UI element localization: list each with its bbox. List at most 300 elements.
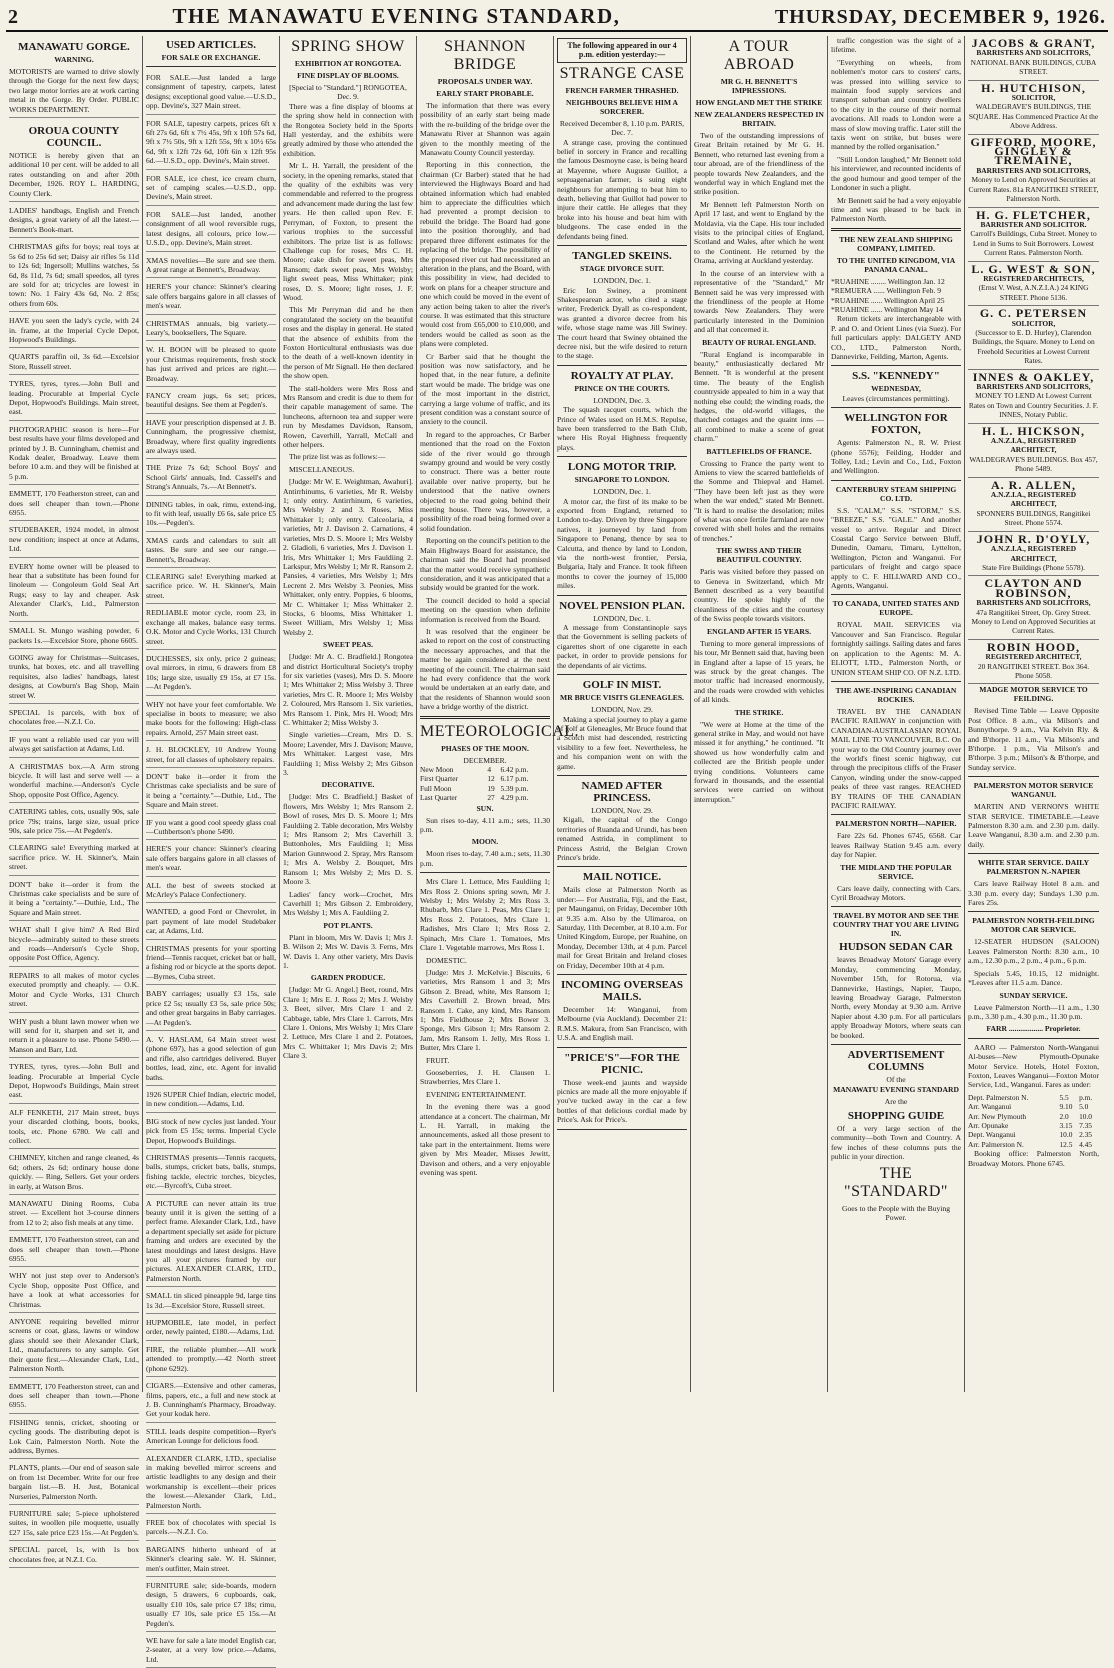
sun-times: Sun rises to-day, 4.11 a.m.; sets, 11.30 p.m. xyxy=(420,815,550,835)
sun-heading: SUN. xyxy=(476,803,494,813)
article-paragraph: DOMESTIC. xyxy=(426,955,467,965)
firm-name: GIFFORD, MOORE, GINGLEY & TREMAINE, xyxy=(970,134,1097,168)
article-paragraph: Gooseberries, J. H. Clausen 1. Strawberries, Mrs Clare 1. xyxy=(420,1067,550,1087)
classified-ad xyxy=(9,423,139,485)
edition-note: The following appeared in our 4 p.m. edition yesterday:— xyxy=(557,38,687,63)
feilding-heading: PALMERSTON NORTH-FEILDING MOTOR CAR SERVICE. xyxy=(972,916,1095,935)
booking-text: Booking office: Palmerston North, Broadway Motors. Phone 6745. xyxy=(968,1149,1099,1168)
firm-name: JOHN R. D'OYLY, xyxy=(976,531,1091,546)
timetable-time-b: 7.35 xyxy=(1079,1120,1092,1130)
classified-ad xyxy=(9,878,139,922)
classified-ad xyxy=(9,923,139,967)
classified-ad: REDLIABLE motor cycle, room 23, in exchange all makes, balance easy terms. O.K. Motor and Cycle Works, 131 Church street. xyxy=(146,606,276,650)
article-paragraph: There was a fine display of blooms at the spring show held in connection with the Rongotea Society held in the Sports Hall yesterday, and the exhibits were greatly admired by those who attended the exhibition. xyxy=(283,101,413,158)
ad-text: PLANTS, plants.—Our end of season sale on from 1st December. Write for our free bargain list.—B. H. Just, Botanical Nurseries, Palmerston North. xyxy=(9,1463,139,1501)
classified-ad: HUPMOBILE, late model, in perfect order, newly painted, £180.—Adams, Ltd. xyxy=(146,1316,276,1341)
ad-text: EVERY home owner will be pleased to hear that a substitute has been found for linoleum — Congoleum Gold Seal Art Rugs; easy to lay and cheaper. Ask Alexander Clark's, Ltd., Palmerston North. xyxy=(9,561,139,618)
article-paragraph: Reporting in this connection, the chairman (Cr Barber) stated that he had interviewed the Highways Board and had obtained information which had enabled him to appreciate the difficulties which had prevented a prompt decision to rebuild the bridge. The Board had gone into the position thoroughly, and had prepared three different estimates for the replacing of the bridge. The possibility of the proposed river cut had necessitated an alteration in the plans, and the Board, with this possibility in view, had decided to work on plans for a cheaper structure and one which could be moved in the event of any action being taken to alter the river's course. It was estimated that this structure would cost from £65,000 to £10,000, and tenders would be called as soon as the plans were completed. xyxy=(420,160,550,349)
classified-ad xyxy=(9,36,139,118)
firm-name: H. G. FLETCHER, xyxy=(976,207,1091,222)
timetable-row xyxy=(968,1093,1099,1102)
classified-ad: BABY carriages; usually £3 15s, sale price £2 5s; usually £3 5s, sale price 50s; and other great bargains in Baby carriages.—At Pegden's. xyxy=(146,987,276,1031)
classified-ad: A PICTURE can never attain its true beauty until it is given the setting of a perfect frame. Alexander Clark, Ltd., have a department specially set aside for picture framing and orders are executed by the latest mouldings and latest designs. Have you all your pictures framed by our pictures. ALEXANDER CLARK, LTD., Palmerston North. xyxy=(146,1197,276,1288)
firm-address: Money to Lend on Approved Securities at Current Rates. 81a RANGITIKEI STREET, Palmerston North. xyxy=(968,175,1099,204)
ad-text: EMMETT, 170 Featherston street, can and does sell cheaper than town.—Phone 6955. xyxy=(9,1381,139,1410)
timetable-row xyxy=(968,1102,1099,1111)
classified-ad xyxy=(9,760,139,804)
article-paragraph: "Everything on wheels, from noblemen's motor cars to costers' carts, was pressed into willing service to maintain food supply services and transport suburban and country dwellers to the city in the course of their normal avocations. All roads to London were a mass of slow moving traffic. Later still the taxis went on strike, but buses were manned by the rolled organisation." xyxy=(831,57,961,152)
classified-ad xyxy=(9,1380,139,1414)
classified-ad xyxy=(9,1543,139,1568)
classified-ad xyxy=(9,1060,139,1104)
ad-text: HAVE you seen the lady's cycle, with 24 in. frame, at the Imperial Cycle Depot, Hopwood's Buildings. xyxy=(9,316,139,344)
classified-ad: BARGAINS hitherto unheard of at Skinner's clearing sale. W. H. Skinner, men's outfitter, Main street. xyxy=(146,1543,276,1577)
firm-address: 20 RANGITIKEI STREET. Box 364. Phone 5058. xyxy=(977,661,1090,680)
classified-ad xyxy=(9,1106,139,1150)
classified-ad: DUCHESSES, six only, price 2 guineas; oval mirrors, in rimu, 6 drawers from £8 10s; large size, usually £9 15s, at £7 15s.—At Pegden's. xyxy=(146,652,276,696)
ad-text: NOTICE is hereby given that an additional 10 per cent. will be added to all rates outstanding on and after 20th December, 1926. ROY L. HARDING, County Clerk. xyxy=(9,151,139,198)
ad-text: FISHING tennis, cricket, shooting or cycling goods. The distributing depot is Lok Cain, Palmerston North. Note the address, Byrnes. xyxy=(9,1417,139,1455)
classified-ad: THE Prize 7s 6d; School Boys' and School Girls' annuals, Ind. Cassell's and Strang's Annuals, 7s.—At Bennett's. xyxy=(146,461,276,495)
story-body: Mails close at Palmerston North as under:— For Australia, Fiji, and the East, per Maunganui, on Friday, December 10th at 9.35 a.m. Also by the Ulimaroa, on Saturday, 11th December, at 8.10 a.m. For United Kingdom, Europe, per Ruahine, on Monday, December 13th, at 4 p.m. Parcel mail for Great Britain and Ireland closes on Friday, December 10th at 4 p.m. xyxy=(557,885,687,970)
firm-address: MONEY TO LEND At Lowest Current Rates on Town and Country Securities. J. F. INNES, Notary Public. xyxy=(968,391,1099,420)
classified-ad: XMAS cards and calendars to suit all tastes. Be sure and see our range.—Bennett's, Broadway. xyxy=(146,534,276,568)
ad-text: PHOTOGRAPHIC season is here—For best results have your films developed and printed by J. B. Cunningham, chemist and Kodak dealer, Broadway. Leave them before 10 a.m. and they will be finished at 5 p.m. xyxy=(9,424,139,481)
goes-to-people: Goes to the People with the Buying Power. xyxy=(842,1203,950,1222)
classified-ad: WHY not have your feet comfortable. We specialise in boots to measure; we also make boots for the following: High-class repairs. Arnold, 257 Main street east. xyxy=(146,698,276,742)
moon-phases-heading: PHASES OF THE MOON. xyxy=(441,743,529,753)
firm-role: BARRISTERS AND SOLICITORS, xyxy=(976,165,1091,175)
classified-ad: CHRISTMAS presents for your sporting friend—Tennis racquet, cricket bat or ball, a fishing rod or bicycle at the sports depot.—Byrnes, Cuba street. xyxy=(146,942,276,986)
ad-text: WHAT shall I give him? A Red Bird bicycle—admirably suited to these streets and roads—Anderson's Cycle Shop, opposite Post Office, Agency. xyxy=(9,925,139,963)
advertisement-are: Are the xyxy=(884,1097,908,1107)
sweet-peas-heading: SWEET PEAS. xyxy=(322,640,374,650)
kennedy-heading: S.S. "KENNEDY" xyxy=(852,370,940,383)
classified-ad: 1926 SUPER Chief Indian, electric model, in new condition.—Adams, Ltd. xyxy=(146,1088,276,1113)
professional-card xyxy=(968,576,1099,639)
timetable-time-a: 5.5 xyxy=(1059,1092,1069,1102)
story-subheading: STAGE DIVORCE SUIT. xyxy=(580,264,664,274)
article-paragraph: The prize list was as follows:— xyxy=(289,452,386,462)
classified-ad xyxy=(9,377,139,421)
firm-role: BARRISTERS AND SOLICITORS, xyxy=(976,598,1091,608)
classified-ad: HERE'S your chance: Skinner's clearing sale offers bargains galore in all classes of men's wear. xyxy=(146,842,276,876)
article-paragraph: FRUIT. xyxy=(426,1055,450,1065)
firm-address: NATIONAL BANK BUILDINGS, CUBA STREET. xyxy=(970,57,1097,77)
moon-times: Moon rises to-day, 7.40 a.m.; sets, 11.30 p.m. xyxy=(420,849,550,868)
hudson-heading: HUDSON SEDAN CAR xyxy=(839,941,953,954)
article-paragraph: It was resolved that the engineer be asked to report on the cost of constructing the necessary approaches, and that the matter be again considered at the next meeting of the council. The chairman said he had every confidence that the work would be undertaken at an early date, and that the residents of Shannon would soon have a bridge worthy of the district. xyxy=(420,626,550,712)
daily-heading: WHITE STAR SERVICE. DAILY PALMERSTON N.-NAPIER xyxy=(977,858,1090,877)
ad-text: MANAWATU Dining Rooms, Cuba street. — Excellent hot 3-course dinners from 12 to 2; also fish meals at any time. xyxy=(9,1199,139,1227)
garden-produce-heading: GARDEN PRODUCE. xyxy=(310,973,386,983)
classified-ad: WE have for sale a late model English car, 2-seater, at a very low price.—Adams, Ltd. xyxy=(146,1634,276,1668)
article-paragraph: Mrs Clare 1. Lettuce, Mrs Fauldiing 1; Mrs Ross 2. Onions spring sown, Mr J. Welsby 1; Mrs Welsby 2; Mrs Ross 3. Rhubarb, Mrs Clare 1. Peas, Mrs Clare 1; Mrs Ross 2. Potatoes, Mrs Clare 1. Radishes, Mrs Clare 1; Mrs Ross 2. Spinach, Mrs Clare 1. Tomatoes, Mrs Clare 1. Vegetable marrows, Mrs Ross 1. xyxy=(420,877,550,953)
article-paragraph: Mr Bennett left Palmerston North on April 17 last, and went to England by the Moldavia, via the Cape. His tour included visits to the principal cities of England, Scotland and Wales, after which he went to the Continent. He returned by the Orama, arriving at Auckland yesterday. xyxy=(694,199,824,266)
moon-month: DECEMBER. xyxy=(463,755,507,765)
shannon-bridge-subhead: PROPOSALS UNDER WAY. xyxy=(437,77,533,86)
tour-abroad-subhead-2: HOW ENGLAND MET THE STRIKE xyxy=(695,98,823,107)
firm-name: JACOBS & GRANT, xyxy=(971,36,1096,50)
moon-phase-table xyxy=(420,765,550,803)
moon-heading: MOON. xyxy=(471,837,499,847)
advertisement-of: Of the xyxy=(886,1075,906,1085)
hudson-text: leaves Broadway Motors' Garage every Monday, commencing Monday, November 15th, for Rotorua, via Dannevirke, Hastings, Napier, Taupo, leaving Broadway Garage, Palmerston North, every Monday at 9.30 a.m. Arrive Napier about 4.30 p.m. For all particulars apply Broadway Motors, where seats can be booked. xyxy=(831,955,961,1040)
timetable-row xyxy=(968,1112,1099,1121)
classified-ad xyxy=(9,969,139,1013)
ad-heading: OROUA COUNTY COUNCIL. xyxy=(28,125,120,150)
canterbury-text: S.S. "CALM," S.S. "STORM," S.S. "BREEZE," S.S. "GALE." And another vessel to arrive. Regular and Direct Coastal Cargo Service between Bluff, Dunedin, Oamaru, Timaru, Lyttelton, Wellington, Picton and Wanganui. For particulars of freight and cargo space apply to C. F. HILLWARD AND CO., Agents, Wanganui. xyxy=(831,505,961,591)
classified-ad xyxy=(9,120,139,202)
firm-role: BARRISTERS AND SOLICITORS, xyxy=(976,48,1091,58)
tour-abroad-subhead-3: NEW ZEALANDERS RESPECTED IN BRITAIN. xyxy=(694,110,824,128)
newspaper-title: THE MANAWATU EVENING STANDARD, xyxy=(172,4,621,28)
firm-address: (Ernst V. West, A.N.Z.I.A.) 24 KING STREET. Phone 5136. xyxy=(978,283,1089,302)
article-paragraph: Plant in bloom, Mrs W. Davis 1; Mrs J. B. Wilson 2; Mrs W. Davis 3. Ferns, Mrs W. Davis 1. Any other variety, Mrs Davis 1. xyxy=(283,932,413,970)
moon-phase-day: 4 xyxy=(487,765,492,774)
firm-name: H. HUTCHISON, xyxy=(981,80,1086,95)
foxton-service-text: AARO — Palmerston North-Wanganui Al-buses—New Plymouth-Opunake Motor Service. Hotels, Hotel Foxton, Foxton, Leaves Wanganui—Foxton Motor Service, Ltd., Wanganui. Fares as under: xyxy=(968,1042,1099,1090)
story-dateline: LONDON, Dec. 1. xyxy=(593,276,651,286)
feilding-text: 12-SEATER HUDSON (SALOON) Leaves Palmerston North: 8.30 a.m., 10 a.m., 12.30 p.m., 2 p.m., 4 p.m., 6 p.m. xyxy=(968,937,1099,966)
classified-ad xyxy=(9,1461,139,1505)
story-subheading: PRINCE ON THE COURTS. xyxy=(574,383,670,393)
rockies-heading: THE AWE-INSPIRING CANADIAN ROCKIES. xyxy=(835,685,957,704)
firm-role: A.N.Z.I.A., REGISTERED ARCHITECT, xyxy=(990,490,1077,509)
ad-text: GOING away for Christmas—Suitcases, trunks, hat boxes, etc. and all travelling requisites, also ladies' handbags, latest designs, at Cowburn's Bag Shop, Main street W. xyxy=(9,652,139,700)
ad-text: WHY push a blunt lawn mower when we will send for it, sharpen and set it, and return it a pleasure to use. Phone 5490.—Manson and Barr, Ltd. xyxy=(9,1016,139,1054)
story-subheading: SINGAPORE TO LONDON. xyxy=(574,475,670,485)
classified-ad: SMALL tin sliced pineapple 9d, large tins 1s 3d.—Excelsior Store, Russell street. xyxy=(146,1289,276,1314)
timetable-row xyxy=(968,1121,1099,1130)
timetable-stop: Arr. Palmerston N. xyxy=(968,1139,1024,1149)
column-shipping xyxy=(828,36,965,1392)
spring-show-dateline: [Special to "Standard."] RONGOTEA, Dec. 9. xyxy=(289,83,407,102)
moon-phase-name: New Moon xyxy=(420,765,454,774)
moon-phase-time: 4.29 p.m. xyxy=(500,793,529,803)
england-heading: ENGLAND AFTER 15 YEARS. xyxy=(707,626,811,636)
wellington-foxton-text: Agents: Palmerston N., R. W. Priest (phone 5576); Feilding, Hodder and Tolley, Ltd.; Levin and Co., Ltd., Foxton and Wellington. xyxy=(831,438,961,476)
article-paragraph: Reporting on the council's petition to the Main Highways Board for assistance, the chairman said the Board had promised that the matter would receive sympathetic consideration, and it was anticipated that a subsidy would be granted for the work. xyxy=(420,536,550,593)
classified-ad xyxy=(9,560,139,622)
professional-card xyxy=(968,36,1099,81)
classified-ad: STILL leads despite competition—Ryer's American Lounge for delicious food. xyxy=(146,1425,276,1450)
midland-heading: THE MIDLAND THE POPULAR SERVICE. xyxy=(840,862,952,881)
article-paragraph: EVENING ENTERTAINMENT. xyxy=(426,1089,527,1099)
moon-phase-name: Last Quarter xyxy=(420,793,458,803)
firm-address: WALDEGRAVE'S BUILDINGS. Box 457, Phone 5489. xyxy=(969,454,1098,474)
madge-heading: MADGE MOTOR SERVICE TO FEILDING. xyxy=(979,685,1088,704)
battlefields-text: Crossing to France the party went to Amiens to view the scarred battlefields of the Somme and Thiepval and Hamel. "They have been left just as they were when the war ended," stated Mr Bennett. "It is hard to realise the desolation; miles of what was once fertile farmland are now covered with shell holes and the remains of trenches." xyxy=(694,458,824,543)
article-paragraph: [Judge: Mrs C. Bradfield.] Basket of flowers, Mrs Welsby 1; Mrs Ransom 2. Bowl of roses, Mrs D. S. Moore 1; Mrs Fauldiing 2. Table decoration, Mrs Welsby 1; Mrs Ransom 2; Mrs Caverhill 3. Buttonholes, Mrs Fauldiing 1; Miss Marion Gunnwood 2. Spray, Mrs Ransom 1; Mrs A. Welsby 2. Bouquet, Mrs Ransom 1; Mrs Welsby 2; Mrs D. S. Moore 3. xyxy=(283,792,413,887)
classified-ad xyxy=(9,350,139,375)
page-number: 2 xyxy=(8,6,18,28)
strike-heading: THE STRIKE. xyxy=(734,707,784,717)
story-headline: ROYALTY AT PLAY. xyxy=(570,369,674,382)
classified-ad xyxy=(9,487,139,521)
timetable-row xyxy=(968,1140,1099,1149)
ad-text: DON'T bake it—order it from the Christmas cake specialists and be sure of it being a "certainty."—Duthie, Ltd., The Square and Main street. xyxy=(9,879,139,917)
ad-text: REPAIRS to all makes of motor cycles executed promptly and cheaply. — O.K. Motor and Cycle Works, 131 Church street. xyxy=(9,970,139,1009)
story-dateline: LONDON, Dec. 1. xyxy=(593,613,651,623)
story-headline: STRANGE CASE xyxy=(559,64,685,82)
story-body: Making a special journey to play a game of golf at Gleneagles, Mr Bruce found that a Scotch mist had descended, restricting visibility to a few feet. Nevertheless, he and his companion went on with the game. xyxy=(557,714,687,771)
article-paragraph: [Judge: Mr G. Angel.] Beet, round, Mrs Clare 1; Mrs E. J. Ross 2; Mrs J. Welsby 3. Beet, silver, Mrs Clare 1 and 2. Cabbage, table, Mrs Clare 1. Carrots, Mrs Clare 1. Onions, Mrs Welsby 1; Mrs Clare 2. Lettuce, Mrs Clare 1 and 2. Potatoes, Mrs C. Whittaker 1; Mrs Davis 2; Mrs Clare 3. xyxy=(283,985,413,1061)
ad-text: ALF FENKETH, 217 Main street, buys your discarded clothing, boots, books, tools, etc. Phone 6780. We call and collect. xyxy=(9,1107,139,1145)
ad-text: TYRES, tyres, tyres.—John Bull and leading. Procurable at Imperial Cycle Depot, Hopwood's Buildings, Main street east. xyxy=(9,1062,139,1100)
article-paragraph: "Still London laughed," Mr Bennett told his interviewer, and recounted incidents of the good humour and good temper of the Londoner in such a plight. xyxy=(831,154,961,193)
classified-ad xyxy=(9,733,139,758)
timetable-stop: Arr. Wanganui xyxy=(968,1102,1012,1112)
professional-card xyxy=(968,532,1099,577)
specials-text: Specials 5.45, 10.15, 12 midnight. *Leaves after 11.5 a.m. Dance. xyxy=(968,968,1099,988)
professional-card xyxy=(968,262,1099,307)
story-body: A message from Constantinople says that the Government is selling packets of cigarettes short of one cigarette in each packet, in order to provide pensions for the dependants of air victims. xyxy=(557,623,687,670)
shannon-bridge-headline: SHANNON BRIDGE xyxy=(444,38,526,73)
classified-ad xyxy=(9,1507,139,1541)
classified-ad: FREE box of chocolates with special 1s parcels.—N.Z.I. Co. xyxy=(146,1516,276,1541)
classified-ad: DINING tables, in oak, rimu, extend-ing, to fit with leaf, usually £6 6s, sale price £5 10s.—Pegden's. xyxy=(146,498,276,532)
advertisement-heading: ADVERTISEMENT COLUMNS xyxy=(847,1049,945,1074)
classified-ad: HAVE your prescription dispensed at J. B. Cunningham, the progressive chemist, Broadway, where first quality ingredients are always used. xyxy=(146,416,276,460)
shopping-guide: SHOPPING GUIDE xyxy=(847,1109,945,1122)
article-paragraph: The council decided to hold a special meeting on the question when definite information is received from the Board. xyxy=(420,595,550,624)
firm-role: REGISTERED ARCHITECT, xyxy=(985,652,1082,662)
firm-address: WALDEGRAVE'S BUILDINGS, THE SQUARE. Has Commenced Practice At the Above Address. xyxy=(968,102,1099,131)
moon-phase-day: 19 xyxy=(487,783,495,793)
napier-text: Fare 22s 6d. Phones 6745, 6568. Car leaves Railway Station 9.45 a.m. every day for Napier. xyxy=(831,831,961,860)
timetable-time-b: 5.0 xyxy=(1079,1102,1089,1112)
story-headline: MAIL NOTICE. xyxy=(582,871,662,884)
classified-ad: J. H. BLOCKLEY, 10 Andrew Young street, for all classes of upholstery repairs. xyxy=(146,743,276,768)
strike-text: "We were at Home at the time of the general strike in May, and would not have missed it for anything," he continued. "It showed us how wonderfully calm and collected are the British people under trying conditions. Volunteers came forward in thousands, and the essential services were carried on without interruption." xyxy=(694,719,824,804)
professional-card xyxy=(968,135,1099,208)
firm-address: (Successor to E. D. Hurley), Clarendon Buildings, the Square. Money to Lend on Freehold Securities at Lowest Current Rates. xyxy=(972,327,1095,366)
classified-ad: FOR SALE—Just landed, another consignment of all wool reversible rugs, latest designs, all colours, price low.—U.S.D., opp. Devine's, Main street. xyxy=(146,208,276,252)
classified-ad: CLEARING sale! Everything marked at sacrifice price. W. H. Skinner's, Main street. xyxy=(146,570,276,604)
sailing-entry: *RUAHINE ........ Wellington Jan. 12 xyxy=(831,276,945,286)
swiss-heading: THE SWISS AND THEIR BEAUTIFUL COUNTRY. xyxy=(716,546,802,565)
story-body: A strange case, proving the continued belief in sorcery in France and recalling the famous Desmoyne case, is being heard at Mayenne, where Auguste Guillot, a septuagenarian farmer, is suing eight neighbours for attempting to beat him to death, believing that Guillot had power to injure their cattle. He alleges that they broke into his house and beat him with bludgeons. The case ended in the defendants being fined. xyxy=(557,137,687,241)
advertisement-paper: MANAWATU EVENING STANDARD xyxy=(833,1085,959,1095)
classified-ad: FURNITURE sale; side-boards, modern design, 5 drawers, 6 cupboards, oak, usually £10 10s, sale price £7 18s; rimu, usually £7 10s, sale price £5 15s.—At Pegden's. xyxy=(146,1579,276,1632)
classified-ad: CHRISTMAS presents—Tennis racquets, balls, stumps, cricket bats, balls, stumps, fishing tackle, electric torches, bicycles, etc.—Byrcoft's, Cuba street. xyxy=(146,1151,276,1195)
firm-address: Carroll's Buildings, Cuba Street. Money to Lend in Sums to Suit Borrowers. Lowest Current Rates. Palmerston North. xyxy=(970,229,1097,258)
article-paragraph: Cr Barber said that he thought the position was now satisfactory, and he hoped that, in the near future, a definite start would be made. The bridge was one of the most important in the district, carrying a large volume of traffic, and its present condition was a constant source of anxiety to the council. xyxy=(420,351,550,427)
classified-ad: CIGARS.—Extensive and other cameras, films, papers, etc., a full and new stock at J. B. Cunningham's Pharmacy, Broadway. Get your kodak here. xyxy=(146,1379,276,1423)
classified-ad xyxy=(9,314,139,348)
farr-proprietor: FARR .................. Proprietor. xyxy=(986,1024,1081,1034)
moon-phase-time: 6.17 p.m. xyxy=(500,774,529,784)
spring-show-headline: SPRING SHOW xyxy=(291,38,405,55)
ad-text: IF you want a reliable used car you will always get satisfaction at Adams, Ltd. xyxy=(9,734,139,754)
story-body: Eric Ion Swiney, a prominent Shakespearean actor, who cited a stage writer, Frederick Dyall as co-respondent, was granted a divorce decree from his wife, whose stage name was Jill Swiney. The court heard that Swiney obtained the decree nisi, but the wife desired to return to the stage. xyxy=(557,285,687,361)
rural-england-text: "Rural England is incomparable in beauty," enthusiastically declared Mr Bennett. "It is wonderful at the present time. The beauty of the English countryside appealed to him in a way that nothing else could; the winding roads, the hedges, the old-world villages, the thatched cottages and the quaint inns — all combined to make a scene of great charm." xyxy=(694,349,824,444)
england-text: Turning to more general impressions of his tour, Mr Bennett said that, having been in England after a lapse of 15 years, he was struck by the great changes. The motor traffic had increased enormously, and the roads were crowded with vehicles of all kinds. xyxy=(694,638,824,705)
timetable-time-a: 12.5 xyxy=(1059,1139,1073,1149)
madge-text: Revised Time Table — Leave Opposite Post Office. 8 a.m., via Milson's and Bunnythorpe. 9 a.m., Via Kelvin Rly. & and B'thorpe. 11 a.m., Via Milson's and B'thorpe. 1 p.m., Via Milson's and B'thorpe. 3 p.m.; Milson's & B'thorpe, and Sunday service. xyxy=(968,706,1099,772)
firm-name: CLAYTON AND ROBINSON, xyxy=(984,576,1083,600)
classified-ad: FOR SALE.—Just landed a large consignment of tapestry, carpets, latest designs; exceptional good value.—U.S.D., opp. Devine's, 327 Main street. xyxy=(146,71,276,115)
swiss-text: Paris was visited before they passed on to Geneva in Switzerland, which Mr Bennett described as a very beautiful country. He spoke highly of the cleanliness of the cities and the courtesy of the Swiss people towards visitors. xyxy=(694,567,824,624)
shannon-bridge-subhead-2: EARLY START PROBABLE. xyxy=(436,89,534,98)
ad-subheading: WARNING. xyxy=(54,55,94,64)
story-dateline: LONDON, Nov. 29. xyxy=(591,705,653,715)
firm-role: BARRISTERS AND SOLICITORS, xyxy=(976,382,1091,391)
ad-text: QUARTS paraffin oil, 3s 6d.—Excelsior Store, Russell street. xyxy=(9,352,139,371)
moon-phase-row xyxy=(420,774,550,783)
firm-address: 47a Rangitikei Street, Op. Grey Street. Money to Lend on Approved Securities at Current Rates. xyxy=(971,607,1096,636)
firm-address: State Fire Buildings (Phone 5578). xyxy=(982,562,1085,572)
story-headline: NAMED AFTER PRINCESS. xyxy=(581,779,663,804)
classified-ad: ALL the best of sweets stocked at McArley's Palace Confectionery. xyxy=(146,879,276,904)
article-paragraph: In the course of an interview with a representative of the "Standard," Mr Bennett said he was very impressed with the friendliness of the people at Home towards New Zealanders. They were particularly interested in the Dominion and all that concerned it. xyxy=(694,268,824,335)
story-headline: TANGLED SKEINS. xyxy=(572,250,672,263)
ad-text: CHIMNEY, kitchen and range cleaned, 4s 6d; others, 2s 6d; ordinary house done quickly. — Ring, Sellers. Get your orders in early, at Watson Bros. xyxy=(9,1153,139,1191)
classified-ad: CHRISTMAS annuals, big variety.—Leary's, booksellers, The Square. xyxy=(146,317,276,342)
classified-ad xyxy=(9,1233,139,1267)
timetable-stop: Arr. Opunake xyxy=(968,1120,1009,1130)
story-body: A motor car, the first of its make to be exported from England, returned to London to-day. Driven by three Singapore natives, it journeyed by land from Singapore to Penang, thence by sea to Calcutta, and thence by land to London, via the north-west frontier, Persia, Bulgaria, Italy and France. It took fifteen months to cover the journey of 15,000 miles. xyxy=(557,496,687,591)
story-dateline: Received December 8, 1.10 p.m. PARIS, Dec. 7. xyxy=(559,118,685,138)
moon-phase-row xyxy=(420,793,550,802)
napier-heading: PALMERSTON NORTH—NAPIER. xyxy=(835,819,957,829)
masthead xyxy=(6,4,1108,32)
ad-text: CHRISTMAS gifts for boys; real toys at 5s 6d to 25s 6d set; Daisy air rifles 5s 11d to 12s 6d; Ingersoll; Mullins watches, 5s 6d, 8s 11d, 7s 6d; small speedos, all tyres are sold for at; tricycles are lowest in town: No. 1 Fairy 43s 6d, No. 2 85s; others from 60s. xyxy=(9,242,139,308)
story-headline: GOLF IN MIST. xyxy=(582,679,662,692)
timetable-time-b: 4.45 xyxy=(1079,1139,1092,1149)
tour-abroad-headline: A TOUR ABROAD xyxy=(723,38,795,73)
story-dateline: LONDON, Dec. 3. xyxy=(593,395,651,405)
timetable-stop: Dept. Wanganui xyxy=(968,1130,1016,1140)
classified-ad xyxy=(9,706,139,731)
ad-text: EMMETT, 170 Featherston street, can and does sell cheaper than town.—Phone 6955. xyxy=(9,489,139,518)
professional-card xyxy=(968,640,1099,685)
article-paragraph: In regard to the approaches, Cr Barber mentioned that the road on the Foxton side of the river would go through swampy ground and would be very costly to construct. There was a better route available over native property, but he understood that the native owners objected to the road going behind their meeting house. There was, however, a possibility of the road being formed over a solid foundation. xyxy=(420,429,550,533)
article-paragraph: In the evening there was a good attendance at a concert. The chairman, Mr L. H. Yarrall, in making the announcements, asked all those present to take part in the entertainment. Items were given by Mrs Meader, Misses Jewitt, Davison and others, and a very enjoyable evening was spent. xyxy=(420,1102,550,1178)
ad-text: LADIES' handbags, English and French designs, a great variety of all the latest.—Bennett's Book-mart. xyxy=(9,206,139,234)
classified-ad xyxy=(9,624,139,649)
professional-card xyxy=(968,81,1099,135)
classified-ad: FOR SALE, ice chest, ice cream churn, set of camping scales.—U.S.D., opp. Devine's, Main street. xyxy=(146,172,276,206)
moon-phase-day: 12 xyxy=(487,774,495,784)
timetable-stop: Arr. New Plymouth xyxy=(968,1111,1027,1121)
wellington-foxton-heading: WELLINGTON FOR FOXTON, xyxy=(844,412,948,437)
article-paragraph: The stall-holders were Mrs Ross and Mrs Ransom and credit is due to them for their capable management of same. The luncheons, afternoon tea and supper were run by Mesdames Davidson, Ransom, Rowen, Caverhill, Yarrall, McCall and other helpers. xyxy=(283,383,413,450)
midland-text: Cars leave daily, connecting with Cars. Cyril Broadway Motors. xyxy=(831,883,961,902)
firm-name: A. R. ALLEN, xyxy=(990,477,1076,492)
moon-phase-time: 5.39 p.m. xyxy=(500,783,529,793)
classified-ad: XMAS novelties—Be sure and see them. A great range at Bennett's, Broadway. xyxy=(146,254,276,279)
pot-plants-heading: POT PLANTS. xyxy=(323,920,373,930)
shipping-company-heading: THE NEW ZEALAND SHIPPING COMPANY, LIMITED. xyxy=(839,234,953,253)
timetable xyxy=(968,1093,1099,1149)
firm-name: L. G. WEST & SON, xyxy=(971,261,1096,276)
story-body: December 14: Wanganui, from Melbourne (via Auckland). December 21: R.M.S. Makura, from San Francisco, with U.S.A. and English mail. xyxy=(557,1005,687,1043)
sunday-text: Leave Palmerston North—11 a.m., 1.30 p.m., 3.30 p.m., 4.30 p.m., 11.30 p.m. xyxy=(968,1002,1099,1021)
ad-text: SMALL St. Mungo washing powder, 6 packets 1s.—Excelsior Store, phone 6605. xyxy=(9,626,139,645)
story-subheading: FRENCH FARMER THRASHED. xyxy=(565,85,679,95)
classified-ad: BIG stock of new cycles just landed. Your pick from £5 15s; terms. Imperial Cycle Depot, Hopwood's Buildings. xyxy=(146,1115,276,1149)
story-dateline: LONDON, Dec. 1. xyxy=(593,487,651,497)
shipping-route-heading: TO THE UNITED KINGDOM, VIA PANAMA CANAL. xyxy=(836,255,956,274)
battlefields-heading: BATTLEFIELDS OF FRANCE. xyxy=(706,446,812,456)
column-spring-show xyxy=(280,36,417,1392)
moon-phase-time: 6.42 p.m. xyxy=(500,765,529,774)
sunday-heading: SUNDAY SERVICE. xyxy=(999,990,1068,1000)
firm-role: SOLICITOR, xyxy=(1011,93,1056,103)
canada-text: ROYAL MAIL SERVICES via Vancouver and San Francisco. Regular fortnightly sailings. Sailing dates and fares on application to the Agents: M. A. ELIOTT, LTD., Palmerston North, or UNION STEAM SHIP CO. OF N.Z. LTD. xyxy=(831,620,961,677)
ad-text: STUDEBAKER, 1924 model, in almost new condition; inspect at once at Adams, Ltd. xyxy=(9,525,139,554)
firm-role: A.N.Z.I.A., REGISTERED ARCHITECT, xyxy=(990,436,1077,455)
column-professional-cards xyxy=(965,36,1102,1392)
timetable-time-a: 3.15 xyxy=(1059,1120,1073,1130)
firm-role: SOLICITOR, xyxy=(1011,318,1056,328)
article-paragraph: Two of the outstanding impressions of Great Britain retained by Mr G. H. Bennett, who returned last evening from a tour abroad, are of the friendliness of the people towards New Zealanders, and the wonderful way in which England met the strike position. xyxy=(694,131,824,197)
sailing-entry: *RUAHINE ...... Wellington April 25 xyxy=(831,295,945,305)
spring-show-subhead-2: FINE DISPLAY OF BLOOMS. xyxy=(297,71,399,80)
firm-role: REGISTERED ARCHITECTS, xyxy=(983,273,1084,283)
timetable-time-a: 10.0 xyxy=(1059,1130,1073,1140)
story-subheading: MR BRUCE VISITS GLENEAGLES. xyxy=(560,693,684,703)
story-body: Those week-end jaunts and wayside picnics are made all the more enjoyable if you've tucked away in the car a few bottles of that delicious cordial made by Price's. Ask for Price's. xyxy=(557,1077,687,1125)
meteorological-headline: METEOROLOGICAL. xyxy=(420,722,580,740)
firm-role: BARRISTER AND SOLICITOR. xyxy=(980,219,1087,229)
ad-text: CATERING tables, cots, usually 90s, sale price 79s; trains, large size, usual price 90s, sale price 75s.—At Pegden's. xyxy=(9,807,139,835)
moon-phase-row xyxy=(420,784,550,793)
spring-show-subhead: EXHIBITION AT RONGOTEA. xyxy=(294,59,402,68)
ad-text: CLEARING sale! Everything marked at sacrifice price. W. H. Skinner's, Main street. xyxy=(9,843,139,872)
story-headline: LONG MOTOR TRIP. xyxy=(567,461,677,474)
story-headline: "PRICE'S"—FOR THE PICNIC. xyxy=(564,1051,680,1076)
ad-text: MOTORISTS are warned to drive slowly through the Gorge for the next few days; two large motor lorries are at work carting metal in the Gorge. By Order. PUBLIC WORKS DEPARTMENT. xyxy=(9,67,139,114)
classified-ad: HERE'S your chance: Skinner's clearing sale offers bargains galore in all classes of men's wear. xyxy=(146,280,276,314)
ad-heading: MANAWATU GORGE. xyxy=(18,41,130,53)
timetable-time-a: 9.10 xyxy=(1059,1102,1073,1112)
wanganui-text: MARTIN AND VERNON'S WHITE STAR SERVICE. TIMETABLE.—Leave Palmerston 8.30 a.m. and 2.30 p.m. daily. Leave Wanganui, 8.30 a.m. and 2.30 p.m. daily. xyxy=(968,802,1099,849)
firm-address: SPONNERS BUILDINGS, Rangitikei Street. Phone 5574. xyxy=(976,508,1091,528)
classified-ad xyxy=(9,1015,139,1059)
story-headline: INCOMING OVERSEAS MAILS. xyxy=(561,979,683,1004)
classified-ad: WANTED, a good Ford or Chevrolet, in part payment of late model Studebaker car, at Adams, Ltd. xyxy=(146,905,276,939)
classified-ad xyxy=(9,805,139,839)
story-headline: NOVEL PENSION PLAN. xyxy=(559,599,685,612)
column-tour-abroad xyxy=(691,36,828,1392)
classified-ad: FIRE, the reliable plumber.—All work attended to promptly.—42 North street (phone 6292). xyxy=(146,1343,276,1377)
classified-ad xyxy=(9,1269,139,1313)
story-body: The squash racquet courts, which the Prince of Wales used on H.M.S. Repulse, have been transferred to the Bath Club, where His Royal Highness frequently plays. xyxy=(557,405,687,452)
classified-ad: W. H. BOON will be pleased to quote your Christmas requirements, fresh stock has just arrived and prices are right.—Broadway. xyxy=(146,343,276,387)
article-paragraph: Mr Bennett said he had a very enjoyable time and was pleased to be back in Palmerston North. xyxy=(831,195,961,224)
article-paragraph: traffic congestion was the sight of a lifetime. xyxy=(831,36,961,55)
classified-ad xyxy=(9,240,139,312)
classified-ad xyxy=(9,523,139,557)
classified-ad xyxy=(9,1151,139,1195)
decorative-heading: DECORATIVE. xyxy=(321,780,375,790)
firm-name: INNES & OAKLEY, xyxy=(972,369,1095,384)
canada-heading: TO CANADA, UNITED STATES AND EUROPE. xyxy=(832,599,960,618)
ad-text: A CHRISTMAS box.—A Arm strong bicycle. It will last and serve well — a wonderful machine.—Anderson's Cycle Shop, opposite Post Office, Agency. xyxy=(9,761,139,799)
timetable-time-a: 2.0 xyxy=(1059,1111,1069,1121)
daily-text: Cars leave Railway Hotel 8 a.m. and 3.30 p.m. every day; Sundays 1.30 p.m. Fares 25s. xyxy=(968,879,1099,908)
classified-ad: ALEXANDER CLARK, LTD., specialise in making bevelled mirror screens and artistic leadlights to any design and their workmanship is excellent—their prices the lowest.—Alexander Clark, Ltd., Palmerston North. xyxy=(146,1452,276,1514)
professional-card xyxy=(968,208,1099,262)
article-paragraph: Ladies' fancy work—Crochet, Mrs Caverhill 1; Mrs Gibson 2. Embroidery, Mrs Welsby 1; Mrs A. Fauldiing 2. xyxy=(283,889,413,918)
article-paragraph: This Mr Perryman did and he then congratulated the society on the beautiful roses and the display in general. He stated that the absence of exhibits from the Foxton Horticultural enthusiasts was due to the death of a well-known identity in the person of Mr Signall. He then declared the show open. xyxy=(283,305,413,381)
classified-ad: A. V. HASLAM, 64 Main street west (phone 697), has a good selection of gun and rifle, also cartridges delivered. Buyer bottles, lead, zinc, etc. Agent for invalid baths. xyxy=(146,1033,276,1086)
classified-ad xyxy=(9,1315,139,1377)
moon-phase-name: First Quarter xyxy=(420,774,458,784)
